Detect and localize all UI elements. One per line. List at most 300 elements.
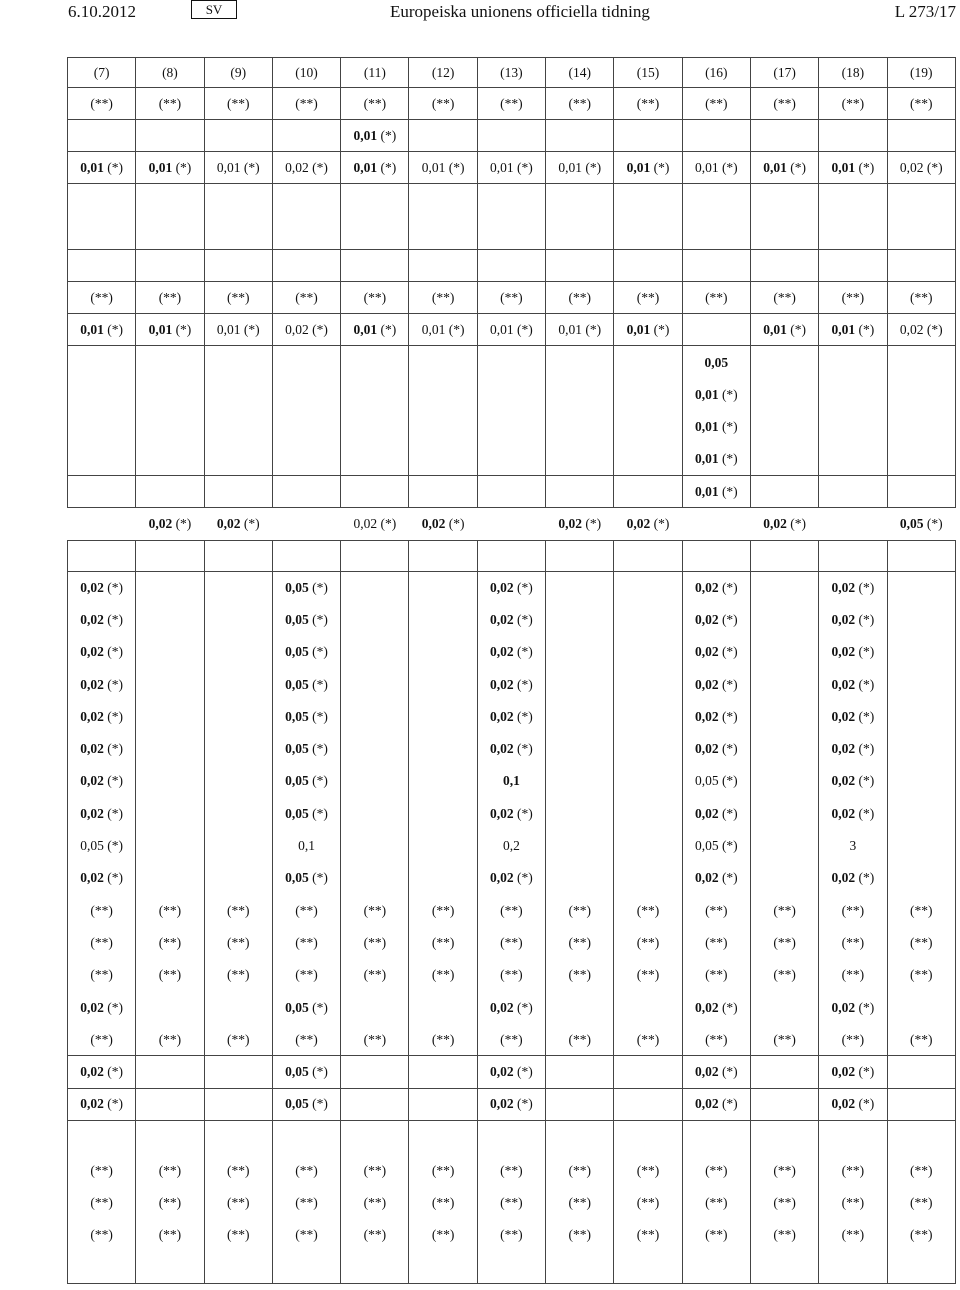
cell-value: (**) (841, 934, 865, 950)
footnote-marker: (*) (721, 450, 738, 466)
table-cell (682, 798, 750, 830)
cell-value: (**) (705, 1194, 728, 1210)
table-cell (750, 604, 818, 636)
cell-value: (**) (841, 902, 865, 918)
cell-value: 3 (849, 838, 857, 854)
footnote-marker: (*) (107, 1064, 124, 1080)
table-cell (614, 991, 682, 1023)
cell-value: 0,05 (285, 708, 309, 724)
table-cell (682, 58, 750, 88)
table-cell (341, 701, 409, 733)
table-cell (477, 476, 545, 508)
cell-value: (**) (909, 934, 933, 950)
table-cell (887, 1219, 955, 1251)
table-cell (546, 1024, 614, 1056)
table-cell (614, 314, 682, 346)
cell-value: 0,01 (558, 321, 582, 337)
table-cell (614, 152, 682, 184)
cell-value: (**) (295, 934, 318, 950)
cell-value: 0,02 (490, 611, 514, 627)
footnote-marker: (*) (653, 321, 670, 337)
cell-value: 0,01 (421, 321, 446, 337)
table-cell (272, 1219, 340, 1251)
cell-value: 0,02 (80, 611, 104, 627)
footnote-marker: (*) (721, 708, 738, 724)
table-row (68, 1187, 956, 1219)
cell-value: (**) (226, 967, 250, 983)
table-cell (614, 541, 682, 572)
table-cell (477, 58, 545, 88)
table-cell (887, 1155, 955, 1187)
table-cell (204, 991, 272, 1023)
table-cell (272, 668, 340, 700)
table-cell (819, 476, 887, 508)
table-cell (409, 1155, 477, 1187)
table-cell (272, 1121, 340, 1155)
table-row (68, 830, 956, 862)
table-row (68, 572, 956, 604)
table-cell (409, 701, 477, 733)
footnote-marker: (*) (243, 516, 260, 531)
table-cell (409, 894, 477, 926)
table-cell (750, 184, 818, 250)
table-cell (750, 1187, 818, 1219)
table-cell (614, 58, 682, 88)
table-row (68, 541, 956, 572)
table-cell (750, 862, 818, 894)
footnote-marker: (*) (517, 579, 533, 595)
table-cell (750, 927, 818, 959)
table-cell (272, 1088, 340, 1120)
table-cell (136, 668, 204, 700)
table-cell (750, 798, 818, 830)
table-cell (546, 1251, 614, 1283)
table-cell (546, 830, 614, 862)
cell-value: (**) (636, 1162, 660, 1178)
table-cell (272, 862, 340, 894)
table-cell (682, 959, 750, 991)
cell-value: 0,01 (148, 159, 173, 175)
table-cell (341, 927, 409, 959)
table-cell (341, 250, 409, 282)
footnote-marker: (*) (790, 321, 806, 337)
table-cell (341, 894, 409, 926)
table-cell (887, 476, 955, 508)
table-cell (546, 476, 614, 508)
table-cell (682, 572, 750, 604)
table-cell (272, 701, 340, 733)
table-cell (614, 1251, 682, 1283)
table-row (68, 959, 956, 991)
table-cell (614, 668, 682, 700)
table-cell (819, 282, 887, 314)
cell-value: (**) (295, 1162, 318, 1178)
table-cell (682, 894, 750, 926)
table-cell (887, 346, 955, 476)
table-cell (682, 508, 750, 541)
cell-value: (**) (500, 967, 523, 983)
table-cell (204, 927, 272, 959)
table-cell (477, 959, 545, 991)
footnote-marker: (*) (721, 386, 738, 402)
cell-value: (**) (90, 1227, 113, 1243)
table-cell (819, 1155, 887, 1187)
table-cell (750, 636, 818, 668)
footnote-marker: (*) (721, 676, 738, 692)
cell-value: (**) (295, 289, 318, 305)
footnote-marker: (*) (585, 321, 602, 337)
footnote-marker: (*) (175, 321, 192, 337)
table-row (68, 282, 956, 314)
table-cell (136, 508, 204, 541)
cell-value: (**) (500, 289, 523, 305)
cell-value: (**) (431, 934, 455, 950)
cell-value: (**) (158, 902, 182, 918)
table-cell (272, 927, 340, 959)
footnote-marker: (*) (858, 611, 875, 627)
table-cell (887, 541, 955, 572)
table-cell (272, 636, 340, 668)
table-cell (819, 58, 887, 88)
table-cell (614, 184, 682, 250)
cell-value: 0,02 (80, 708, 104, 724)
cell-value: (**) (431, 1194, 455, 1210)
table-cell (614, 1088, 682, 1120)
footnote-marker: (*) (107, 999, 124, 1015)
table-cell (750, 152, 818, 184)
footnote-marker: (*) (517, 676, 533, 692)
table-cell (682, 476, 750, 508)
table-cell (68, 184, 136, 250)
table-cell (136, 927, 204, 959)
footnote-marker: (*) (312, 773, 328, 789)
table-cell (204, 1251, 272, 1283)
table-cell (136, 701, 204, 733)
cell-value: (**) (636, 902, 660, 918)
table-cell (477, 152, 545, 184)
cell-value: (**) (500, 934, 523, 950)
table-cell (819, 798, 887, 830)
footnote-marker: (*) (243, 321, 260, 337)
table-cell (204, 152, 272, 184)
cell-value: 0,02 (80, 741, 104, 757)
footnote-marker: (*) (721, 773, 738, 789)
cell-value: (**) (909, 1227, 933, 1243)
table-cell (819, 991, 887, 1023)
table-cell (409, 798, 477, 830)
table-cell (750, 1251, 818, 1283)
table-cell (750, 894, 818, 926)
table-cell (819, 894, 887, 926)
table-row (68, 250, 956, 282)
cell-value: 0,02 (694, 579, 719, 595)
page-number: L 273/17 (894, 2, 956, 21)
cell-value: 0,01 (490, 159, 514, 175)
table-cell (682, 1155, 750, 1187)
table-cell (682, 701, 750, 733)
table-cell (887, 282, 955, 314)
footnote-marker: (*) (312, 999, 328, 1015)
table-cell (819, 927, 887, 959)
table-cell (136, 184, 204, 250)
table-cell (204, 701, 272, 733)
table-cell (204, 88, 272, 120)
cell-value: (**) (636, 1227, 660, 1243)
cell-value: (**) (500, 1162, 523, 1178)
cell-value: 0,02 (831, 579, 856, 595)
table-cell (341, 1121, 409, 1155)
cell-value: (**) (568, 934, 591, 950)
table-cell (819, 604, 887, 636)
cell-value: (**) (773, 967, 796, 983)
table-cell (682, 1251, 750, 1283)
cell-value: 0,01 (694, 159, 719, 175)
table-cell (546, 282, 614, 314)
cell-value: (**) (158, 1031, 182, 1047)
table-cell (68, 830, 136, 862)
table-cell (341, 636, 409, 668)
cell-value: 0,02 (831, 644, 856, 660)
table-cell (750, 1088, 818, 1120)
table-cell (272, 1024, 340, 1056)
table-row (68, 636, 956, 668)
table-cell (477, 572, 545, 604)
table-cell (409, 636, 477, 668)
table-cell (819, 1251, 887, 1283)
cell-value: (**) (90, 289, 113, 305)
footnote-marker: (*) (858, 1064, 875, 1080)
table-cell (409, 1219, 477, 1251)
table-cell (341, 765, 409, 797)
table-cell (750, 314, 818, 346)
cell-value: (**) (705, 1031, 728, 1047)
table-cell (136, 991, 204, 1023)
table-cell (204, 250, 272, 282)
cell-value: (**) (363, 1194, 387, 1210)
footnote-marker: (*) (107, 579, 124, 595)
table-cell (272, 572, 340, 604)
table-cell (887, 1024, 955, 1056)
table-cell (204, 604, 272, 636)
table-cell (136, 1024, 204, 1056)
cell-value: (**) (909, 902, 933, 918)
footnote-marker: (*) (380, 321, 397, 337)
cell-value: (**) (841, 289, 865, 305)
footnote-marker: (*) (721, 1064, 738, 1080)
table-cell (68, 862, 136, 894)
table-cell (409, 508, 477, 541)
cell-value: (18) (841, 64, 865, 80)
table-cell (546, 604, 614, 636)
table-cell (546, 1121, 614, 1155)
cell-value: (**) (500, 1194, 523, 1210)
table-cell (750, 1056, 818, 1088)
table-cell (341, 1155, 409, 1187)
cell-value: 0,1 (502, 773, 520, 789)
cell-value: (**) (841, 1227, 865, 1243)
table-row (68, 765, 956, 797)
table-cell (546, 1155, 614, 1187)
table-cell (819, 184, 887, 250)
table-cell (614, 572, 682, 604)
cell-value: 0,02 (831, 1096, 856, 1112)
cell-value: (**) (500, 902, 523, 918)
table-cell (614, 636, 682, 668)
table-cell (887, 184, 955, 250)
footnote-marker: (*) (721, 741, 738, 757)
cell-value: 0,02 (353, 516, 378, 531)
table-cell (136, 604, 204, 636)
table-cell (272, 1056, 340, 1088)
table-cell (272, 476, 340, 508)
cell-value: (**) (295, 1031, 318, 1047)
table-cell (68, 604, 136, 636)
footnote-marker: (*) (926, 321, 943, 337)
table-cell (136, 346, 204, 476)
footnote-marker: (*) (448, 159, 465, 175)
table-cell (272, 250, 340, 282)
table-cell (819, 541, 887, 572)
cell-value: 0,02 (490, 579, 514, 595)
footnote-marker: (*) (721, 418, 738, 434)
table-cell (887, 1251, 955, 1283)
cell-value: 0,02 (490, 805, 514, 821)
table-cell (136, 1187, 204, 1219)
table-cell (819, 1121, 887, 1155)
cell-value: 0,05 (285, 676, 309, 692)
table-cell (546, 508, 614, 541)
cell-value: (**) (841, 1162, 865, 1178)
cell-value: (**) (295, 1227, 318, 1243)
table-cell (136, 765, 204, 797)
cell-value: (17) (773, 64, 796, 80)
cell-value: 0,05 (285, 741, 309, 757)
table-cell (136, 1121, 204, 1155)
footnote-marker: (*) (107, 676, 124, 692)
table-cell (682, 1056, 750, 1088)
table-cell (409, 668, 477, 700)
cell-value: (**) (363, 902, 387, 918)
footnote-marker: (*) (926, 159, 943, 175)
table-cell (68, 927, 136, 959)
cell-value: 0,02 (80, 1064, 104, 1080)
cell-value: 0,02 (831, 773, 856, 789)
footnote-marker: (*) (721, 870, 738, 886)
cell-value: 0,02 (80, 805, 104, 821)
cell-value: 0,02 (694, 741, 719, 757)
table-cell (887, 250, 955, 282)
table-cell (204, 184, 272, 250)
table-cell (204, 1155, 272, 1187)
cell-value: (**) (841, 1031, 865, 1047)
cell-value: 0,02 (694, 999, 719, 1015)
table-cell (272, 894, 340, 926)
table-cell (614, 1155, 682, 1187)
table-cell (272, 88, 340, 120)
table-cell (682, 830, 750, 862)
cell-value: (**) (363, 1227, 387, 1243)
cell-value: (**) (90, 1031, 113, 1047)
table-cell (68, 1251, 136, 1283)
table-cell (819, 701, 887, 733)
table-cell (204, 282, 272, 314)
table-cell (409, 604, 477, 636)
table-cell (887, 862, 955, 894)
table-cell (477, 88, 545, 120)
footnote-marker: (*) (517, 870, 533, 886)
table-cell (887, 1121, 955, 1155)
table-cell (136, 1155, 204, 1187)
table-cell (682, 1219, 750, 1251)
footnote-marker: (*) (312, 1096, 328, 1112)
table-cell (204, 508, 272, 541)
table-cell (68, 1121, 136, 1155)
cell-value: (**) (226, 1162, 250, 1178)
table-cell (68, 1155, 136, 1187)
cell-value: (**) (841, 1194, 865, 1210)
table-cell (272, 508, 340, 541)
cell-value: 0,02 (490, 999, 514, 1015)
cell-value: (**) (841, 967, 865, 983)
table-cell (819, 250, 887, 282)
cell-value: (**) (705, 1227, 728, 1243)
cell-value: (**) (773, 289, 796, 305)
cell-value: (**) (363, 967, 387, 983)
table-cell (546, 184, 614, 250)
cell-value: 0,02 (285, 159, 309, 175)
cell-value: (**) (226, 95, 250, 111)
table-cell (341, 88, 409, 120)
table-cell (750, 830, 818, 862)
footnote-marker: (*) (448, 516, 465, 531)
table-cell (272, 991, 340, 1023)
cell-value: (**) (636, 934, 660, 950)
table-cell (272, 1155, 340, 1187)
table-cell (204, 959, 272, 991)
cell-value: (**) (500, 1031, 523, 1047)
table-row (68, 894, 956, 926)
cell-value: (**) (705, 1162, 728, 1178)
cell-value: (**) (90, 1194, 113, 1210)
table-cell (136, 120, 204, 152)
footnote-marker: (*) (721, 579, 738, 595)
table-cell (68, 250, 136, 282)
cell-value: 0,02 (831, 1064, 856, 1080)
footnote-marker: (*) (448, 321, 465, 337)
language-badge: SV (191, 0, 237, 19)
table-cell (682, 152, 750, 184)
table-cell (136, 476, 204, 508)
table-cell (682, 541, 750, 572)
table-cell (409, 120, 477, 152)
cell-value: 0,02 (694, 1064, 719, 1080)
table-cell (887, 1187, 955, 1219)
table-cell (68, 314, 136, 346)
table-cell (750, 508, 818, 541)
cell-value: 0,02 (80, 579, 104, 595)
cell-value: (**) (90, 967, 113, 983)
table-cell (887, 314, 955, 346)
table-cell (887, 1088, 955, 1120)
cell-value: 0,05 (285, 773, 309, 789)
table-cell (614, 508, 682, 541)
footnote-marker: (*) (312, 644, 328, 660)
table-cell (750, 572, 818, 604)
cell-value: 0,05 (285, 1064, 309, 1080)
table-cell (614, 476, 682, 508)
table-cell (68, 1088, 136, 1120)
table-cell (887, 701, 955, 733)
